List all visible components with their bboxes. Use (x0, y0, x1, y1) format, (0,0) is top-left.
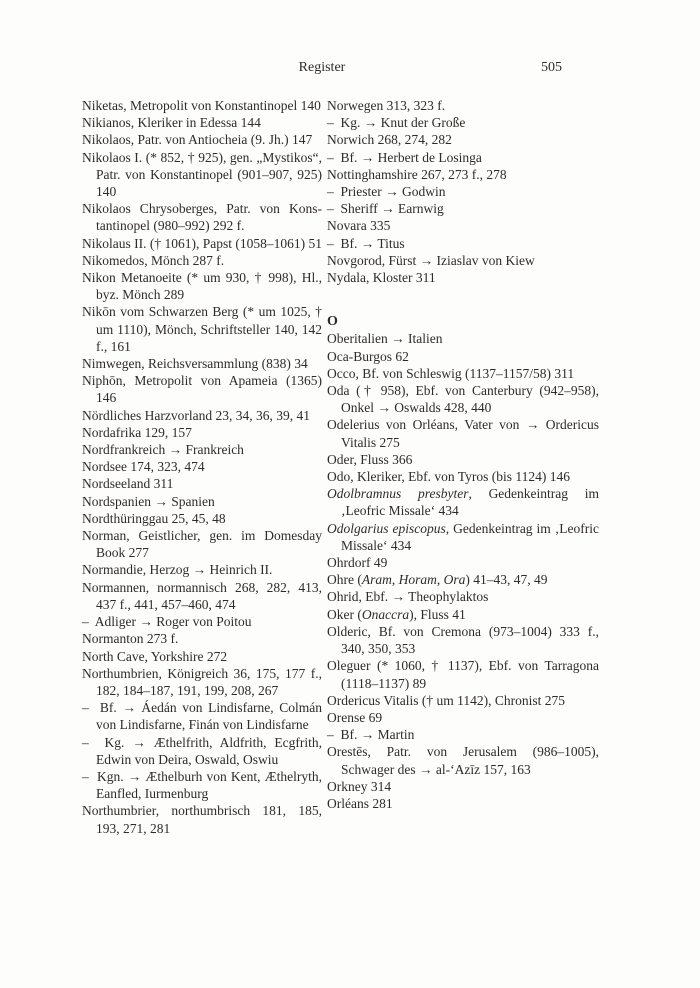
index-entry (327, 131, 599, 148)
entry-text: Norwich 268, 274, 282 (327, 132, 452, 148)
entry-text: Norwegen 313, 323 f. (327, 98, 446, 113)
entry-text: Olderic, Bf. von Cremona (973–1004) 333 f., 340, 350, 353 (327, 623, 599, 657)
index-column-left (82, 97, 322, 837)
index-entry (82, 579, 322, 613)
entry-text: Orkney 314 (327, 778, 392, 794)
entry-text: Nikomedos, Mönch 287 f. (82, 252, 225, 268)
index-section-o (327, 330, 599, 812)
index-entry (82, 269, 322, 303)
entry-text: Oder, Fluss 366 (327, 451, 413, 467)
entry-text: Nimwegen, Reichsversammlung (838) 34 (82, 356, 308, 372)
entry-text: Odelerius von Orléans, Vater von → Ordericus Vitalis 275 (327, 417, 599, 450)
index-entry (327, 365, 599, 382)
entry-text: Nikon Metanoeite (* um 930, † 998), Hl., byz. Mönch 289 (82, 270, 322, 303)
index-entry (327, 795, 599, 812)
index-entry (82, 114, 322, 131)
entry-text: Orléans 281 (327, 795, 393, 811)
index-entry (327, 166, 599, 183)
entry-text: Kg. → Æthelfrith, Aldfrith, Ecgfrith, Edwin von Deira, Oswald, Oswiu (96, 734, 323, 767)
index-entry (327, 623, 599, 657)
entry-text: Oda († 958), Ebf. von Canterbury (942–958), Onkel → Oswalds 428, 440 (327, 383, 599, 416)
entry-text: , (436, 572, 444, 588)
index-subentry: – Sheriff → Earnwig (327, 201, 444, 217)
entry-text: Normannen, normannisch 268, 282, 413, 437 f., 441, 457–460, 474 (82, 579, 322, 612)
entry-text: Orestēs, Patr. von Jerusalem (986–1005), Schwager des → al-‘Azīz 157, 163 (327, 744, 599, 777)
index-section-n-continued (327, 97, 599, 286)
index-entry (82, 630, 322, 647)
index-entry (327, 606, 599, 623)
index-subentry: – Kgn. → Æthelburh von Kent, Æthelryth, Eanfled, Iurmenburg (82, 768, 323, 802)
index-entry (82, 200, 322, 234)
entry-text: Novara 335 (327, 218, 391, 234)
index-entry (327, 468, 599, 485)
entry-text: Nordspanien → Spanien (82, 493, 215, 509)
entry-text: Ohrid, Ebf. → Theophylaktos (327, 589, 489, 605)
entry-text: Oca-Burgos 62 (327, 348, 409, 364)
index-entry (82, 131, 322, 148)
entry-text: Ohrdorf 49 (327, 555, 388, 571)
entry-text: Bf. → Herbert de Losinga (340, 149, 482, 165)
page-number: 505 (541, 60, 562, 75)
index-subentry: – Kg. → Knut der Große (327, 115, 466, 131)
index-entry (82, 527, 322, 561)
entry-text: Kg. → Knut der Große (340, 115, 466, 131)
entry-text: Nordthüringgau 25, 45, 48 (82, 510, 226, 526)
entry-text: Odo, Kleriker, Ebf. von Tyros (bis 1124) 146 (327, 469, 570, 485)
index-entry (327, 778, 599, 795)
entry-text: North Cave, Yorkshire 272 (82, 648, 228, 664)
entry-text: Novgorod, Fürst → Iziaslav von Kiew (327, 252, 535, 268)
entry-text: Nikianos, Kleriker in Edessa 144 (82, 115, 261, 131)
entry-text: Bf. → Titus (340, 235, 405, 251)
entry-text: Oleguer (* 1060, † 1137), Ebf. von Tarragona (1118–1137) 89 (327, 658, 599, 691)
index-entry (327, 485, 599, 519)
italic-term: Horam (398, 572, 437, 588)
index-entry (327, 743, 599, 777)
index-entry (327, 217, 599, 234)
section-heading-o: O (327, 314, 338, 330)
entry-text: Nordsee 174, 323, 474 (82, 459, 205, 475)
index-entry (82, 493, 322, 510)
index-subentry: – Kg. → Æthelfrith, Aldfrith, Ecgfrith, Edwin von Deira, Oswald, Oswiu (82, 734, 323, 767)
index-entry (82, 441, 322, 458)
index-entry (82, 252, 322, 269)
entry-text: Nikolaos, Patr. von Antiocheia (9. Jh.) 147 (82, 132, 313, 148)
index-entry (82, 561, 322, 578)
entry-text: Normanton 273 f. (82, 631, 179, 647)
index-subentry: – Bf. → Titus (327, 235, 405, 251)
index-entry (82, 802, 322, 836)
index-entry (327, 382, 599, 416)
entry-text: Niketas, Metropolit von Konstantinopel 140 (82, 98, 321, 113)
entry-text: Nördliches Harzvorland 23, 34, 36, 39, 41 (82, 407, 310, 423)
italic-term: Odolbramnus presbyter (327, 486, 469, 502)
entry-text: Bf. → Áedán von Lindisfarne, Colmán von Lindisfarne, Finán von Lindisfarne (96, 700, 322, 733)
entry-text: ) 41–43, 47, 49 (465, 572, 548, 588)
entry-text: Nordafrika 129, 157 (82, 424, 192, 440)
entry-text: Northumbrien, Königreich 36, 175, 177 f., 182, 184–187, 191, 199, 208, 267 (82, 665, 322, 698)
index-subentry: – Bf. → Martin (327, 727, 415, 743)
index-subentry: – Bf. → Herbert de Losinga (327, 149, 482, 165)
index-entry (327, 571, 599, 588)
index-entry (327, 520, 599, 554)
entry-text: Nikolaus II. († 1061), Papst (1058–1061) 51 (82, 235, 322, 251)
running-header (82, 59, 562, 77)
entry-text: Norman, Geistlicher, gen. im Domesday Book 277 (82, 528, 322, 561)
index-entry (82, 424, 322, 441)
page-title: Register (298, 60, 346, 75)
index-entry (327, 451, 599, 468)
index-entry (327, 588, 599, 605)
index-entry (327, 97, 599, 114)
entry-text: Nordseeland 311 (82, 476, 174, 492)
index-entry (327, 657, 599, 691)
index-subentry: – Priester → Godwin (327, 184, 446, 200)
entry-text: , (391, 572, 399, 588)
entry-text: Nottinghamshire 267, 273 f., 278 (327, 166, 507, 182)
index-subentry: – Bf. → Áedán von Lindisfarne, Colmán von Lindisfarne, Finán von Lindisfarne (82, 700, 322, 733)
entry-text: Nydala, Kloster 311 (327, 270, 436, 286)
index-entry (327, 252, 599, 269)
index-entry (82, 475, 322, 492)
index-entry (82, 149, 322, 201)
index-entry (82, 235, 322, 252)
italic-term: Onaccra (361, 606, 410, 622)
entry-text: Orense 69 (327, 709, 383, 725)
index-entry (82, 303, 322, 355)
entry-text: Northumbrier, northumbrisch 181, 185, 193, 271, 281 (82, 803, 322, 836)
index-entry (82, 665, 322, 699)
index-entry (327, 709, 599, 726)
index-entry (327, 416, 599, 450)
entry-text: Kgn. → Æthelburh von Kent, Æthelryth, Eanfled, Iurmenburg (96, 768, 323, 802)
index-entry (82, 648, 322, 665)
index-subentry: – Adliger → Roger von Poitou (82, 614, 252, 630)
index-entry (327, 554, 599, 571)
italic-term: Aram (361, 572, 392, 588)
entry-text: Oberitalien → Italien (327, 331, 443, 347)
entry-text: , Gedenkeintrag im ‚Leofric Missale‘ 434 (341, 520, 599, 553)
entry-text: Nordfrankreich → Frankreich (82, 442, 244, 458)
entry-text: Nikolaos Chrysoberges, Patr. von Konstantinopel (980–992) 292 f. (82, 201, 322, 234)
entry-text: Adliger → Roger von Poitou (94, 614, 252, 630)
entry-text: Priester → Godwin (340, 184, 446, 200)
index-entry (327, 348, 599, 365)
entry-text: , Gedenkeintrag im ‚Leofric Missale‘ 434 (341, 486, 599, 519)
index-column-right (327, 97, 599, 812)
entry-text: Sheriff → Earnwig (340, 201, 444, 217)
index-entry (327, 269, 599, 286)
index-entry (327, 692, 599, 709)
index-entry (327, 330, 599, 347)
entry-text: Normandie, Herzog → Heinrich II. (82, 562, 273, 578)
entry-text: Nikōn vom Schwarzen Berg (* um 1025, † um 1110), Mönch, Schriftsteller 140, 142 f., 161 (82, 304, 322, 354)
index-entry (82, 372, 322, 406)
entry-text: ), Fluss 41 (409, 606, 466, 622)
index-entry (82, 510, 322, 527)
index-entry (82, 355, 322, 372)
entry-text: Nikolaos I. (* 852, † 925), gen. „Mystikos“, Patr. von Konstantinopel (901–907, 925) 140 (82, 149, 322, 200)
entry-text: Niphōn, Metropolit von Apameia (1365) 146 (82, 373, 322, 406)
index-entry (82, 458, 322, 475)
entry-text: Oker ( (327, 606, 362, 622)
entry-text: Ohre ( (327, 572, 362, 588)
index-entry (82, 97, 322, 114)
index-entry (82, 407, 322, 424)
entry-text: Occo, Bf. von Schleswig (1137–1157/58) 311 (327, 365, 575, 381)
italic-term: Ora (443, 572, 466, 588)
italic-term: Odolgarius episcopus (327, 520, 446, 536)
entry-text: Ordericus Vitalis († um 1142), Chronist 275 (327, 692, 566, 708)
entry-text: Bf. → Martin (340, 727, 415, 743)
